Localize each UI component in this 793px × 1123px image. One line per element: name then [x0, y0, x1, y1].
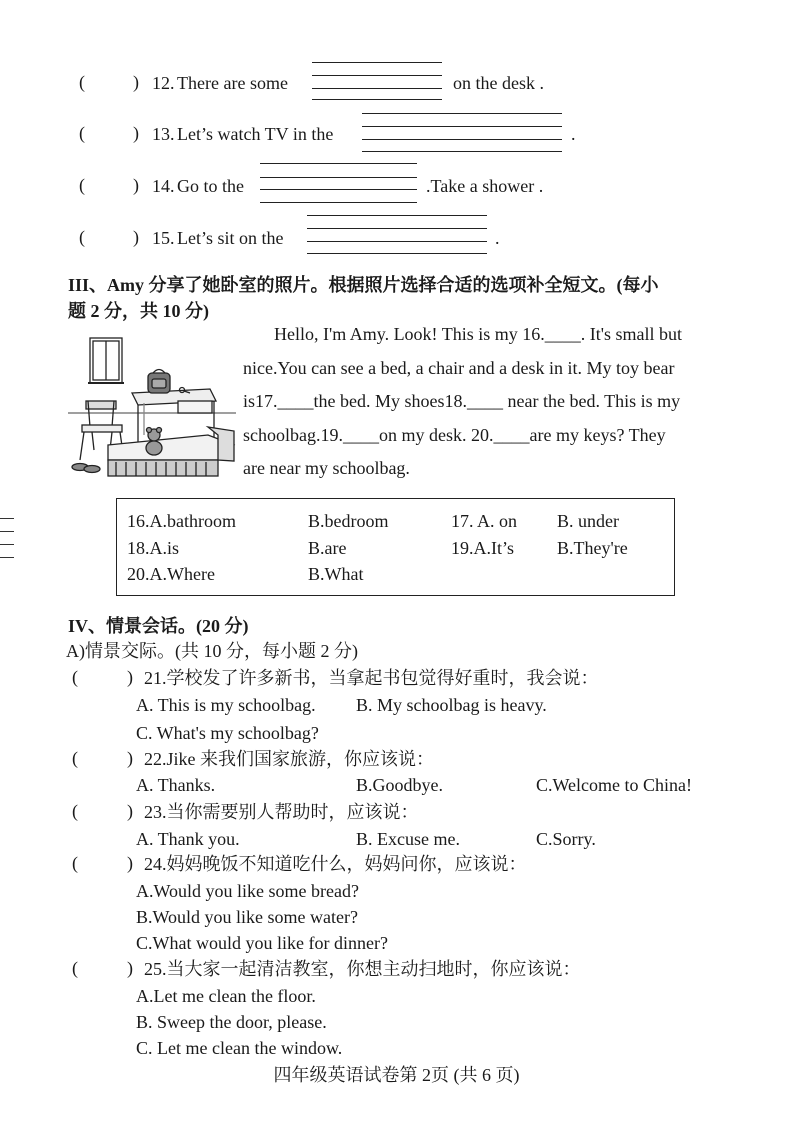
option-18b: B.are: [308, 538, 347, 558]
option-c: C. Let me clean the window.: [136, 1038, 343, 1058]
question-stem: 22.Jike 来我们国家旅游，你应该说：: [144, 749, 434, 769]
answer-paren-close: ): [133, 72, 139, 92]
option-b: B.Goodbye.: [356, 775, 443, 795]
option-19a: 19.A.It’s: [451, 538, 514, 558]
question-text: There are some: [177, 73, 288, 93]
answer-paren-open: (: [72, 801, 78, 821]
question-text-after: on the desk .: [453, 73, 544, 93]
option-16b: B.bedroom: [308, 511, 389, 531]
question-stem: 25.当大家一起清洁教室，你想主动扫地时，你应该说：: [144, 959, 581, 979]
bedroom-illustration-icon: [68, 335, 236, 480]
option-a: A.Would you like some bread?: [136, 881, 359, 901]
option-20b: B.What: [308, 564, 364, 584]
option-c: C. What's my schoolbag?: [136, 723, 319, 743]
option-c: C.Welcome to China!: [536, 775, 693, 795]
answer-paren-close: ): [133, 175, 139, 195]
option-19b: B.They're: [557, 538, 628, 558]
option-c: C.What would you like for dinner?: [136, 933, 388, 953]
option-a: A. Thank you.: [136, 829, 240, 849]
question-text-after: .: [495, 228, 500, 248]
reading-passage: [243, 318, 748, 486]
option-b: B. Sweep the door, please.: [136, 1012, 327, 1032]
answer-paren-close: ): [127, 748, 133, 768]
answer-paren-open: (: [72, 667, 78, 687]
answer-paren-close: ): [127, 801, 133, 821]
page-footer: 四年级英语试卷第 2页 (共 6 页): [273, 1065, 520, 1085]
question-text-after: .: [571, 124, 576, 144]
answer-paren-open: (: [72, 853, 78, 873]
option-a: A. This is my schoolbag.: [136, 695, 316, 715]
answer-paren-open: (: [79, 72, 85, 92]
section-3-heading-cont: 题 2 分，共 10 分): [68, 301, 209, 321]
passage-line: Hello, I'm Amy. Look! This is my 16.____. It's small but: [274, 324, 682, 344]
section-4-subheading: A)情景交际。(共 10 分，每小题 2 分): [66, 641, 358, 661]
option-a: A.Let me clean the floor.: [136, 986, 316, 1006]
answer-paren-close: ): [127, 958, 133, 978]
option-b: B.Would you like some water?: [136, 907, 359, 927]
passage-line: nice.You can see a bed, a chair and a desk in it. My toy bear: [243, 357, 675, 378]
passage-line: schoolbag.19.____on my desk. 20.____are my keys? They: [243, 424, 666, 445]
section-4-heading: IV、情景会话。(20 分): [68, 616, 249, 636]
question-number: 13.: [152, 124, 175, 144]
question-number: 12.: [152, 73, 175, 93]
passage-line: are near my schoolbag.: [243, 458, 410, 478]
answer-paren-close: ): [133, 123, 139, 143]
question-stem: 21.学校发了许多新书，当拿起书包觉得好重时，我会说：: [144, 668, 599, 688]
question-stem: 24.妈妈晚饭不知道吃什么，妈妈问你，应该说：: [144, 854, 527, 874]
question-number: 15.: [152, 228, 175, 248]
answer-paren-open: (: [72, 958, 78, 978]
answer-paren-close: ): [127, 853, 133, 873]
answer-paren-close: ): [133, 227, 139, 247]
question-text: Let’s watch TV in the: [177, 124, 334, 144]
option-b: B. Excuse me.: [356, 829, 460, 849]
option-18a: 18.A.is: [127, 538, 180, 558]
passage-line: is17.____the bed. My shoes18.____ near the bed. This is my: [243, 391, 681, 411]
answer-paren-open: (: [79, 175, 85, 195]
option-a: A. Thanks.: [136, 775, 216, 795]
answer-paren-open: (: [72, 748, 78, 768]
question-stem: 23.当你需要别人帮助时，应该说：: [144, 802, 419, 822]
option-17b: B. under: [557, 511, 619, 531]
answer-paren-open: (: [79, 123, 85, 143]
question-text: Let’s sit on the: [177, 228, 284, 248]
question-text: Go to the: [177, 176, 244, 196]
answer-paren-open: (: [79, 227, 85, 247]
option-20a: 20.A.Where: [127, 564, 215, 584]
option-17a: 17. A. on: [451, 511, 518, 531]
question-number: 14.: [152, 176, 175, 196]
option-c: C.Sorry.: [536, 829, 596, 849]
option-16a: 16.A.bathroom: [127, 511, 236, 531]
answer-paren-close: ): [127, 667, 133, 687]
option-b: B. My schoolbag is heavy.: [356, 695, 547, 715]
question-text-after: .Take a shower .: [426, 176, 544, 196]
section-3-heading: III、Amy 分享了她卧室的照片。根据照片选择合适的选项补全短文。(每小: [68, 275, 659, 295]
